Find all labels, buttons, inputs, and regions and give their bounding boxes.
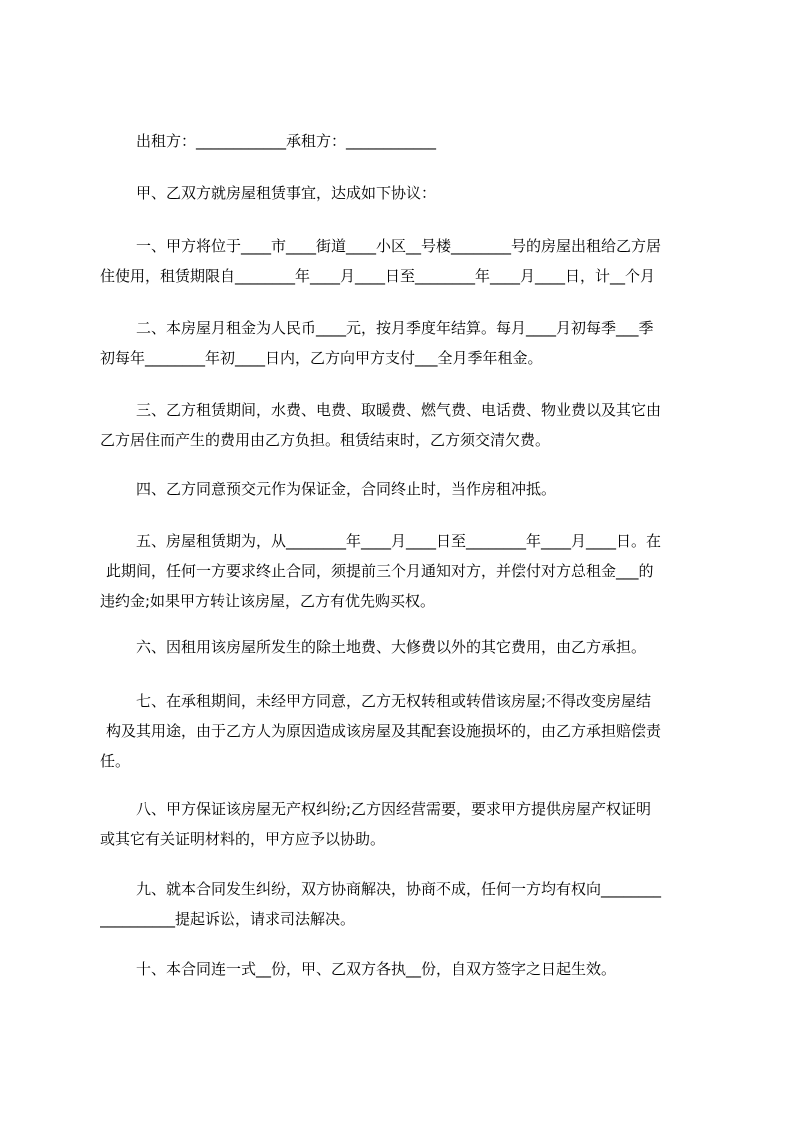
clause-2-line-1: 二、本房屋月租金为人民币____元，按月季度年结算。每月____月初每季___季 xyxy=(136,319,654,337)
clause-4-line-1: 四、乙方同意预交元作为保证金，合同终止时，当作房租冲抵。 xyxy=(136,480,557,498)
clause-9-line-1: 九、就本合同发生纠纷，双方协商解决，协商不成，任何一方均有权向________ xyxy=(136,880,662,898)
clause-2-line-2: 初每年________年初____日内，乙方向甲方支付___全月季年租金。 xyxy=(100,349,543,367)
clause-7 xyxy=(100,686,704,776)
clause-5-line-2: 此期间，任何一方要求终止合同，须提前三个月通知对方，并偿付对方总租金___的 xyxy=(106,562,654,580)
clause-5-line-3: 违约金;如果甲方转让该房屋，乙方有优先购买权。 xyxy=(100,592,436,610)
clause-5 xyxy=(100,526,704,616)
clause-2 xyxy=(100,313,704,373)
clause-3-line-1: 三、乙方租赁期间，水费、电费、取暖费、燃气费、电话费、物业费以及其它由 xyxy=(136,401,662,419)
clause-7-line-3: 任。 xyxy=(100,752,131,770)
header-line: 出租方：____________承租方：____________ xyxy=(136,132,437,150)
clause-1-line-1: 一、甲方将位于____市____街道____小区__号楼________号的房屋出租给乙方居 xyxy=(136,237,662,255)
clause-9-line-2: __________提起诉讼，请求司法解决。 xyxy=(100,910,356,928)
clause-4 xyxy=(100,474,704,504)
intro-line: 甲、乙双方就房屋租赁事宜，达成如下协议： xyxy=(136,184,437,202)
clause-5-line-1: 五、房屋租赁期为，从________年____月____日至________年____月____日。在 xyxy=(136,532,662,550)
clause-8-line-1: 八、甲方保证该房屋无产权纠纷;乙方因经营需要，要求甲方提供房屋产权证明 xyxy=(136,800,652,818)
clause-6-line-1: 六、因租用该房屋所发生的除土地费、大修费以外的其它费用，由乙方承担。 xyxy=(136,638,647,656)
clause-3 xyxy=(100,395,704,455)
clause-10 xyxy=(100,954,704,984)
intro-paragraph xyxy=(100,178,704,208)
clause-9 xyxy=(100,874,704,934)
clause-1-line-2: 住使用，租赁期限自________年____月____日至________年____月____日，计__个月 xyxy=(100,267,656,285)
clause-6 xyxy=(100,632,704,662)
clause-10-line-1: 十、本合同连一式__份，甲、乙双方各执__份，自双方签字之日起生效。 xyxy=(136,960,617,978)
clause-7-line-1: 七、在承租期间，未经甲方同意，乙方无权转租或转借该房屋;不得改变房屋结 xyxy=(136,692,652,710)
clause-1 xyxy=(100,231,704,291)
header-parties xyxy=(100,126,704,156)
clause-8 xyxy=(100,794,704,854)
clause-8-line-2: 或其它有关证明材料的，甲方应予以协助。 xyxy=(100,830,386,848)
clause-3-line-2: 乙方居住而产生的费用由乙方负担。租赁结束时，乙方须交清欠费。 xyxy=(100,431,551,449)
clause-7-line-2: 构及其用途，由于乙方人为原因造成该房屋及其配套设施损坏的，由乙方承担赔偿责 xyxy=(106,722,662,740)
